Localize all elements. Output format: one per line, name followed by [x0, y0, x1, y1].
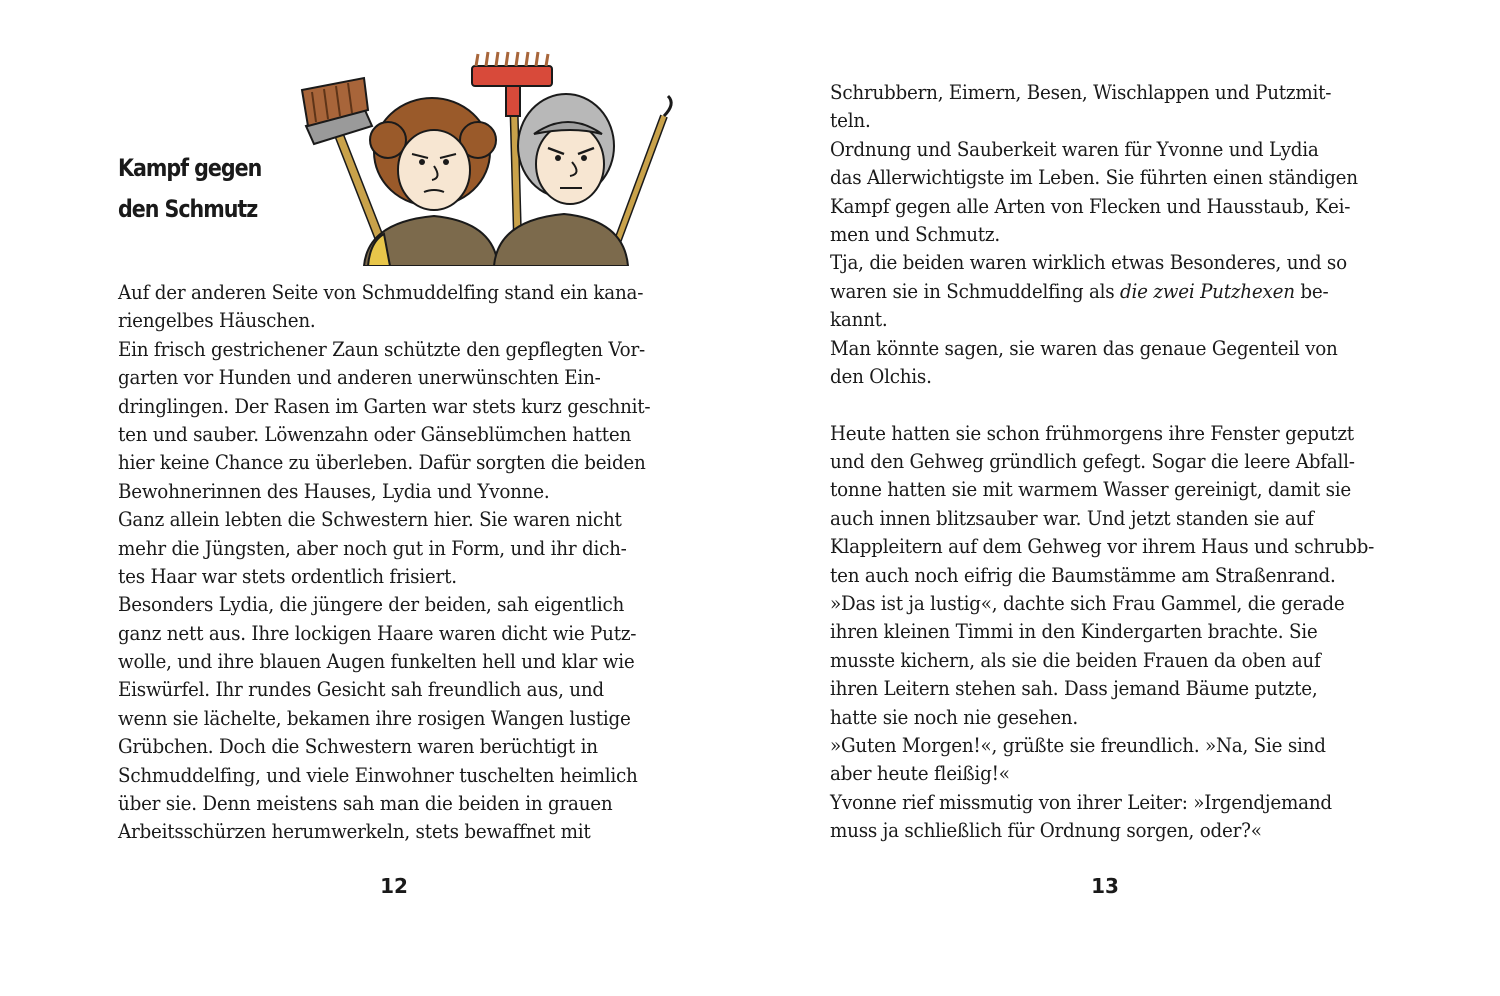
text-line: Kampf gegen alle Arten von Flecken und Hausstaub, Kei- — [830, 194, 1351, 218]
text-line: kannt. — [830, 308, 888, 332]
text-line: Arbeitsschürzen herumwerkeln, stets bewaffnet mit — [118, 820, 591, 844]
text-line: Besonders Lydia, die jüngere der beiden, sah eigentlich — [118, 593, 625, 617]
putzhexen-illustration — [272, 30, 692, 266]
text-fragment: be- — [1294, 279, 1329, 303]
text-line: und den Gehweg gründlich gefegt. Sogar die leere Abfall- — [830, 450, 1355, 474]
lydia-figure — [364, 98, 498, 266]
text-line: aber heute fleißig!« — [830, 762, 1010, 786]
left-body-text — [118, 279, 698, 847]
right-page — [750, 0, 1500, 996]
text-line: Yvonne rief missmutig von ihrer Leiter: »Irgendjemand — [830, 790, 1332, 814]
text-line: men und Schmutz. — [830, 222, 1000, 246]
emphasis-putzhexen: die zwei Putzhexen — [1120, 279, 1295, 303]
text-line: ihren Leitern stehen sah. Dass jemand Bäume putzte, — [830, 677, 1318, 701]
text-line: mehr die Jüngsten, aber noch gut in Form, und ihr dich- — [118, 536, 627, 560]
hook-stick-icon — [612, 96, 671, 256]
text-line: wolle, und ihre blauen Augen funkelten hell und klar wie — [118, 650, 635, 674]
text-line-with-emphasis — [830, 278, 1375, 306]
text-line: teln. — [830, 109, 871, 133]
text-line: Grübchen. Doch die Schwestern waren berüchtigt in — [118, 735, 598, 759]
text-line: Eiswürfel. Ihr rundes Gesicht sah freundlich aus, und — [118, 678, 604, 702]
chapter-title — [118, 148, 264, 230]
text-line: Schmuddelfing, und viele Einwohner tuschelten heimlich — [118, 763, 638, 787]
text-line: auch innen blitzsauber war. Und jetzt standen sie auf — [830, 506, 1314, 530]
text-line: riengelbes Häuschen. — [118, 309, 316, 333]
right-body-text — [830, 79, 1410, 846]
text-fragment: waren sie in Schmuddelfing als — [830, 279, 1121, 303]
chapter-title-line-1: Kampf gegen — [118, 154, 262, 182]
text-line: Bewohnerinnen des Hauses, Lydia und Yvonne. — [118, 479, 550, 503]
text-line: hier keine Chance zu überleben. Dafür sorgten die beiden — [118, 451, 646, 475]
text-line: den Olchis. — [830, 364, 932, 388]
text-line: hatte sie noch nie gesehen. — [830, 705, 1078, 729]
text-line: Ein frisch gestrichener Zaun schützte den gepflegten Vor- — [118, 337, 645, 361]
text-line: über sie. Denn meistens sah man die beiden in grauen — [118, 792, 613, 816]
text-line: Man könnte sagen, sie waren das genaue Gegenteil von — [830, 336, 1338, 360]
text-line: »Das ist ja lustig«, dachte sich Frau Gammel, die gerade — [830, 592, 1345, 616]
text-line: ganz nett aus. Ihre lockigen Haare waren dicht wie Putz- — [118, 621, 637, 645]
text-line: Ordnung und Sauberkeit waren für Yvonne und Lydia — [830, 137, 1319, 161]
text-line: das Allerwichtigste im Leben. Sie führten einen ständigen — [830, 166, 1358, 190]
text-line: garten vor Hunden und anderen unerwünschten Ein- — [118, 366, 601, 390]
text-line: ten und sauber. Löwenzahn oder Gänseblümchen hatten — [118, 422, 632, 446]
text-line: Schrubbern, Eimern, Besen, Wischlappen und Putzmit- — [830, 81, 1332, 104]
text-line: Tja, die beiden waren wirklich etwas Besonderes, und so — [830, 251, 1347, 275]
text-line: muss ja schließlich für Ordnung sorgen, oder?« — [830, 819, 1262, 843]
text-line: tonne hatten sie mit warmem Wasser gereinigt, damit sie — [830, 478, 1352, 502]
text-line: Ganz allein lebten die Schwestern hier. Sie waren nicht — [118, 508, 622, 532]
text-line: wenn sie lächelte, bekamen ihre rosigen Wangen lustige — [118, 706, 631, 730]
text-line: dringlingen. Der Rasen im Garten war stets kurz geschnit- — [118, 394, 651, 418]
paragraph-gap — [830, 391, 1410, 419]
text-line: Klappleitern auf dem Gehweg vor ihrem Haus und schrubb- — [830, 535, 1375, 559]
text-line: »Guten Morgen!«, grüßte sie freundlich. »Na, Sie sind — [830, 733, 1326, 757]
text-line: musste kichern, als sie die beiden Frauen da oben auf — [830, 648, 1321, 672]
page-number-left: 12 — [380, 874, 408, 898]
text-line: tes Haar war stets ordentlich frisiert. — [118, 564, 457, 588]
text-line: ihren kleinen Timmi in den Kindergarten brachte. Sie — [830, 620, 1318, 644]
page-number-right: 13 — [1091, 874, 1119, 898]
text-line: ten auch noch eifrig die Baumstämme am Straßenrand. — [830, 563, 1336, 587]
chapter-title-line-2: den Schmutz — [118, 195, 258, 223]
text-line: Auf der anderen Seite von Schmuddelfing stand ein kana- — [118, 281, 644, 304]
scrub-brush-icon — [302, 78, 384, 250]
text-line: Heute hatten sie schon frühmorgens ihre Fenster geputzt — [830, 421, 1354, 445]
